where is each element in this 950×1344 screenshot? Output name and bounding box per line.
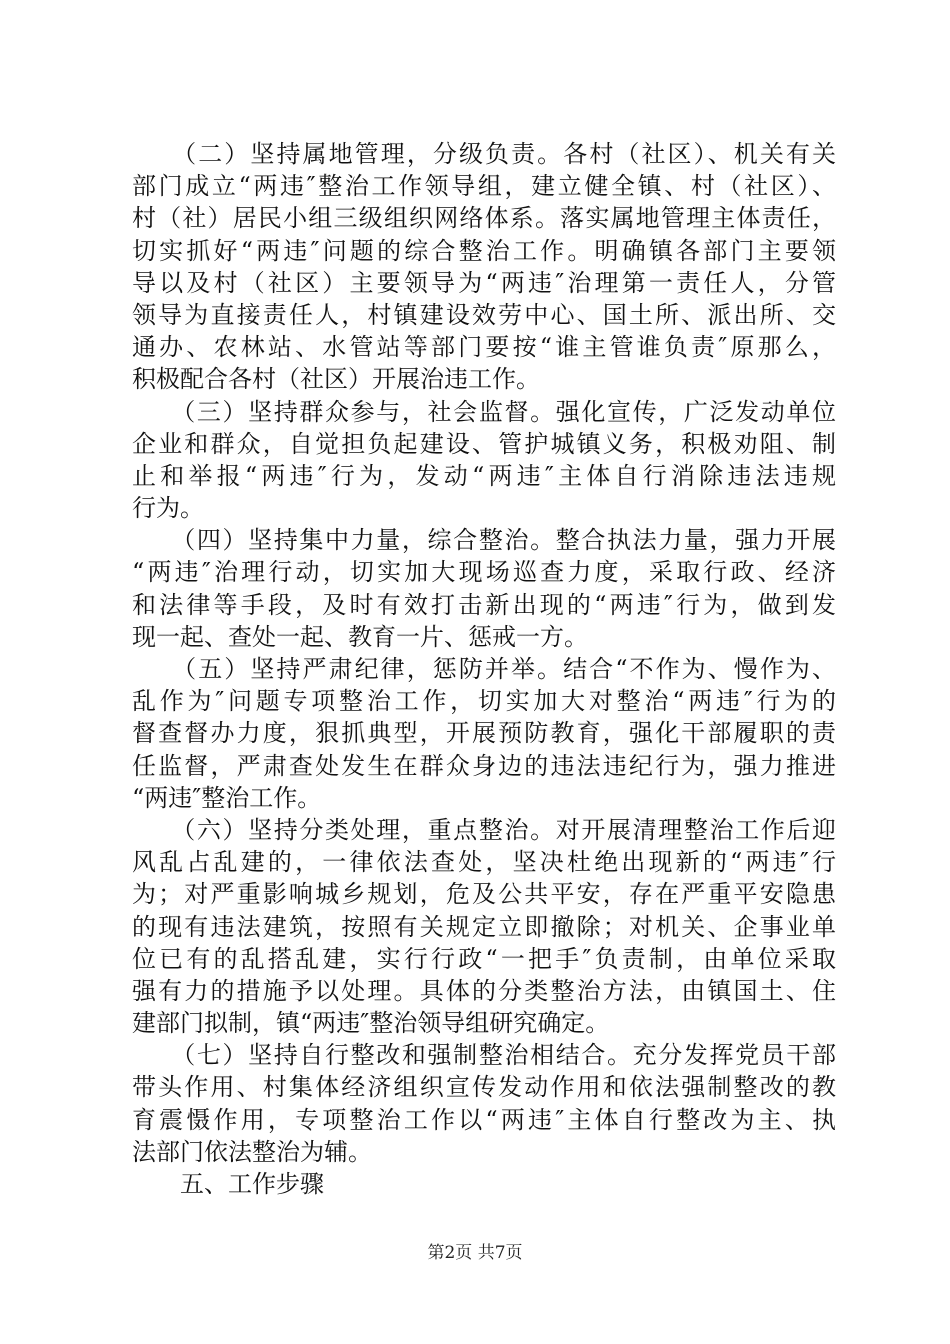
text-line: 位已有的乱搭乱建，实行行政“一把手″负责制，由单位采取 xyxy=(132,944,836,973)
text-line: 领导为直接责任人，村镇建设效劳中心、国土所、派出所、交 xyxy=(132,300,836,329)
text-line: 通办、农林站、水管站等部门要按“谁主管谁负责″原那么， xyxy=(132,333,836,362)
text-line: 导以及村（社区）主要领导为“两违″治理第一责任人，分管 xyxy=(132,268,836,297)
text-line: 部门成立“两违″整治工作领导组，建立健全镇、村（社区）、 xyxy=(132,172,836,201)
text-line: 村（社）居民小组三级组织网络体系。落实属地管理主体责任， xyxy=(132,204,836,233)
text-line: 带头作用、村集体经济组织宣传发动作用和依法强制整改的教 xyxy=(132,1073,836,1102)
text-line: 督查督办力度，狠抓典型，开展预防教育，强化干部履职的责 xyxy=(132,719,836,748)
text-line: 切实抓好“两违″问题的综合整治工作。明确镇各部门主要领 xyxy=(132,236,836,265)
text-line: 积极配合各村（社区）开展治违工作。 xyxy=(132,365,540,394)
text-line: （五）坚持严肃纪律，惩防并举。结合“不作为、慢作为、 xyxy=(132,655,836,683)
text-line: 建部门拟制，镇“两违″整治领导组研究确定。 xyxy=(132,1009,610,1038)
text-line: 止和举报“两违″行为，发动“两违″主体自行消除违法违规 xyxy=(132,461,836,490)
text-line: （六）坚持分类处理，重点整治。对开展清理整治工作后迎 xyxy=(132,815,836,844)
section-heading: 五、工作步骤 xyxy=(132,1170,324,1198)
text-line: “两违″整治工作。 xyxy=(132,783,322,812)
text-line: （七）坚持自行整改和强制整治相结合。充分发挥党员干部 xyxy=(132,1041,836,1070)
text-line: （三）坚持群众参与，社会监督。强化宣传，广泛发动单位 xyxy=(132,397,836,426)
text-line: “两违″治理行动，切实加大现场巡查力度，采取行政、经济 xyxy=(132,558,836,587)
text-line: 法部门依法整治为辅。 xyxy=(132,1137,372,1166)
text-line: 的现有违法建筑，按照有关规定立即撤除；对机关、企事业单 xyxy=(132,912,836,941)
page-number: 第2页 共7页 xyxy=(427,1243,523,1263)
text-line: 乱作为″问题专项整治工作，切实加大对整治“两违″行为的 xyxy=(132,687,836,716)
text-line: 和法律等手段，及时有效打击新出现的“两违″行为，做到发 xyxy=(132,590,836,619)
text-line: 任监督，严肃查处发生在群众身边的违法违纪行为，强力推进 xyxy=(132,751,836,780)
text-line: 强有力的措施予以处理。具体的分类整治方法，由镇国土、住 xyxy=(132,976,836,1005)
text-line: 行为。 xyxy=(132,494,204,523)
document-body xyxy=(132,138,836,1200)
text-line: 企业和群众，自觉担负起建设、管护城镇义务，积极劝阻、制 xyxy=(132,429,836,458)
text-line: 为；对严重影响城乡规划，危及公共平安，存在严重平安隐患 xyxy=(132,880,836,909)
text-line: （四）坚持集中力量，综合整治。整合执法力量，强力开展 xyxy=(132,526,836,555)
text-line: 现一起、查处一起、教育一片、惩戒一方。 xyxy=(132,622,588,651)
text-line: 育震慑作用，专项整治工作以“两违″主体自行整改为主、执 xyxy=(132,1105,836,1134)
text-line: 风乱占乱建的，一律依法查处，坚决杜绝出现新的“两违″行 xyxy=(132,848,836,877)
text-line: （二）坚持属地管理，分级负责。各村（社区）、机关有关 xyxy=(132,140,836,168)
